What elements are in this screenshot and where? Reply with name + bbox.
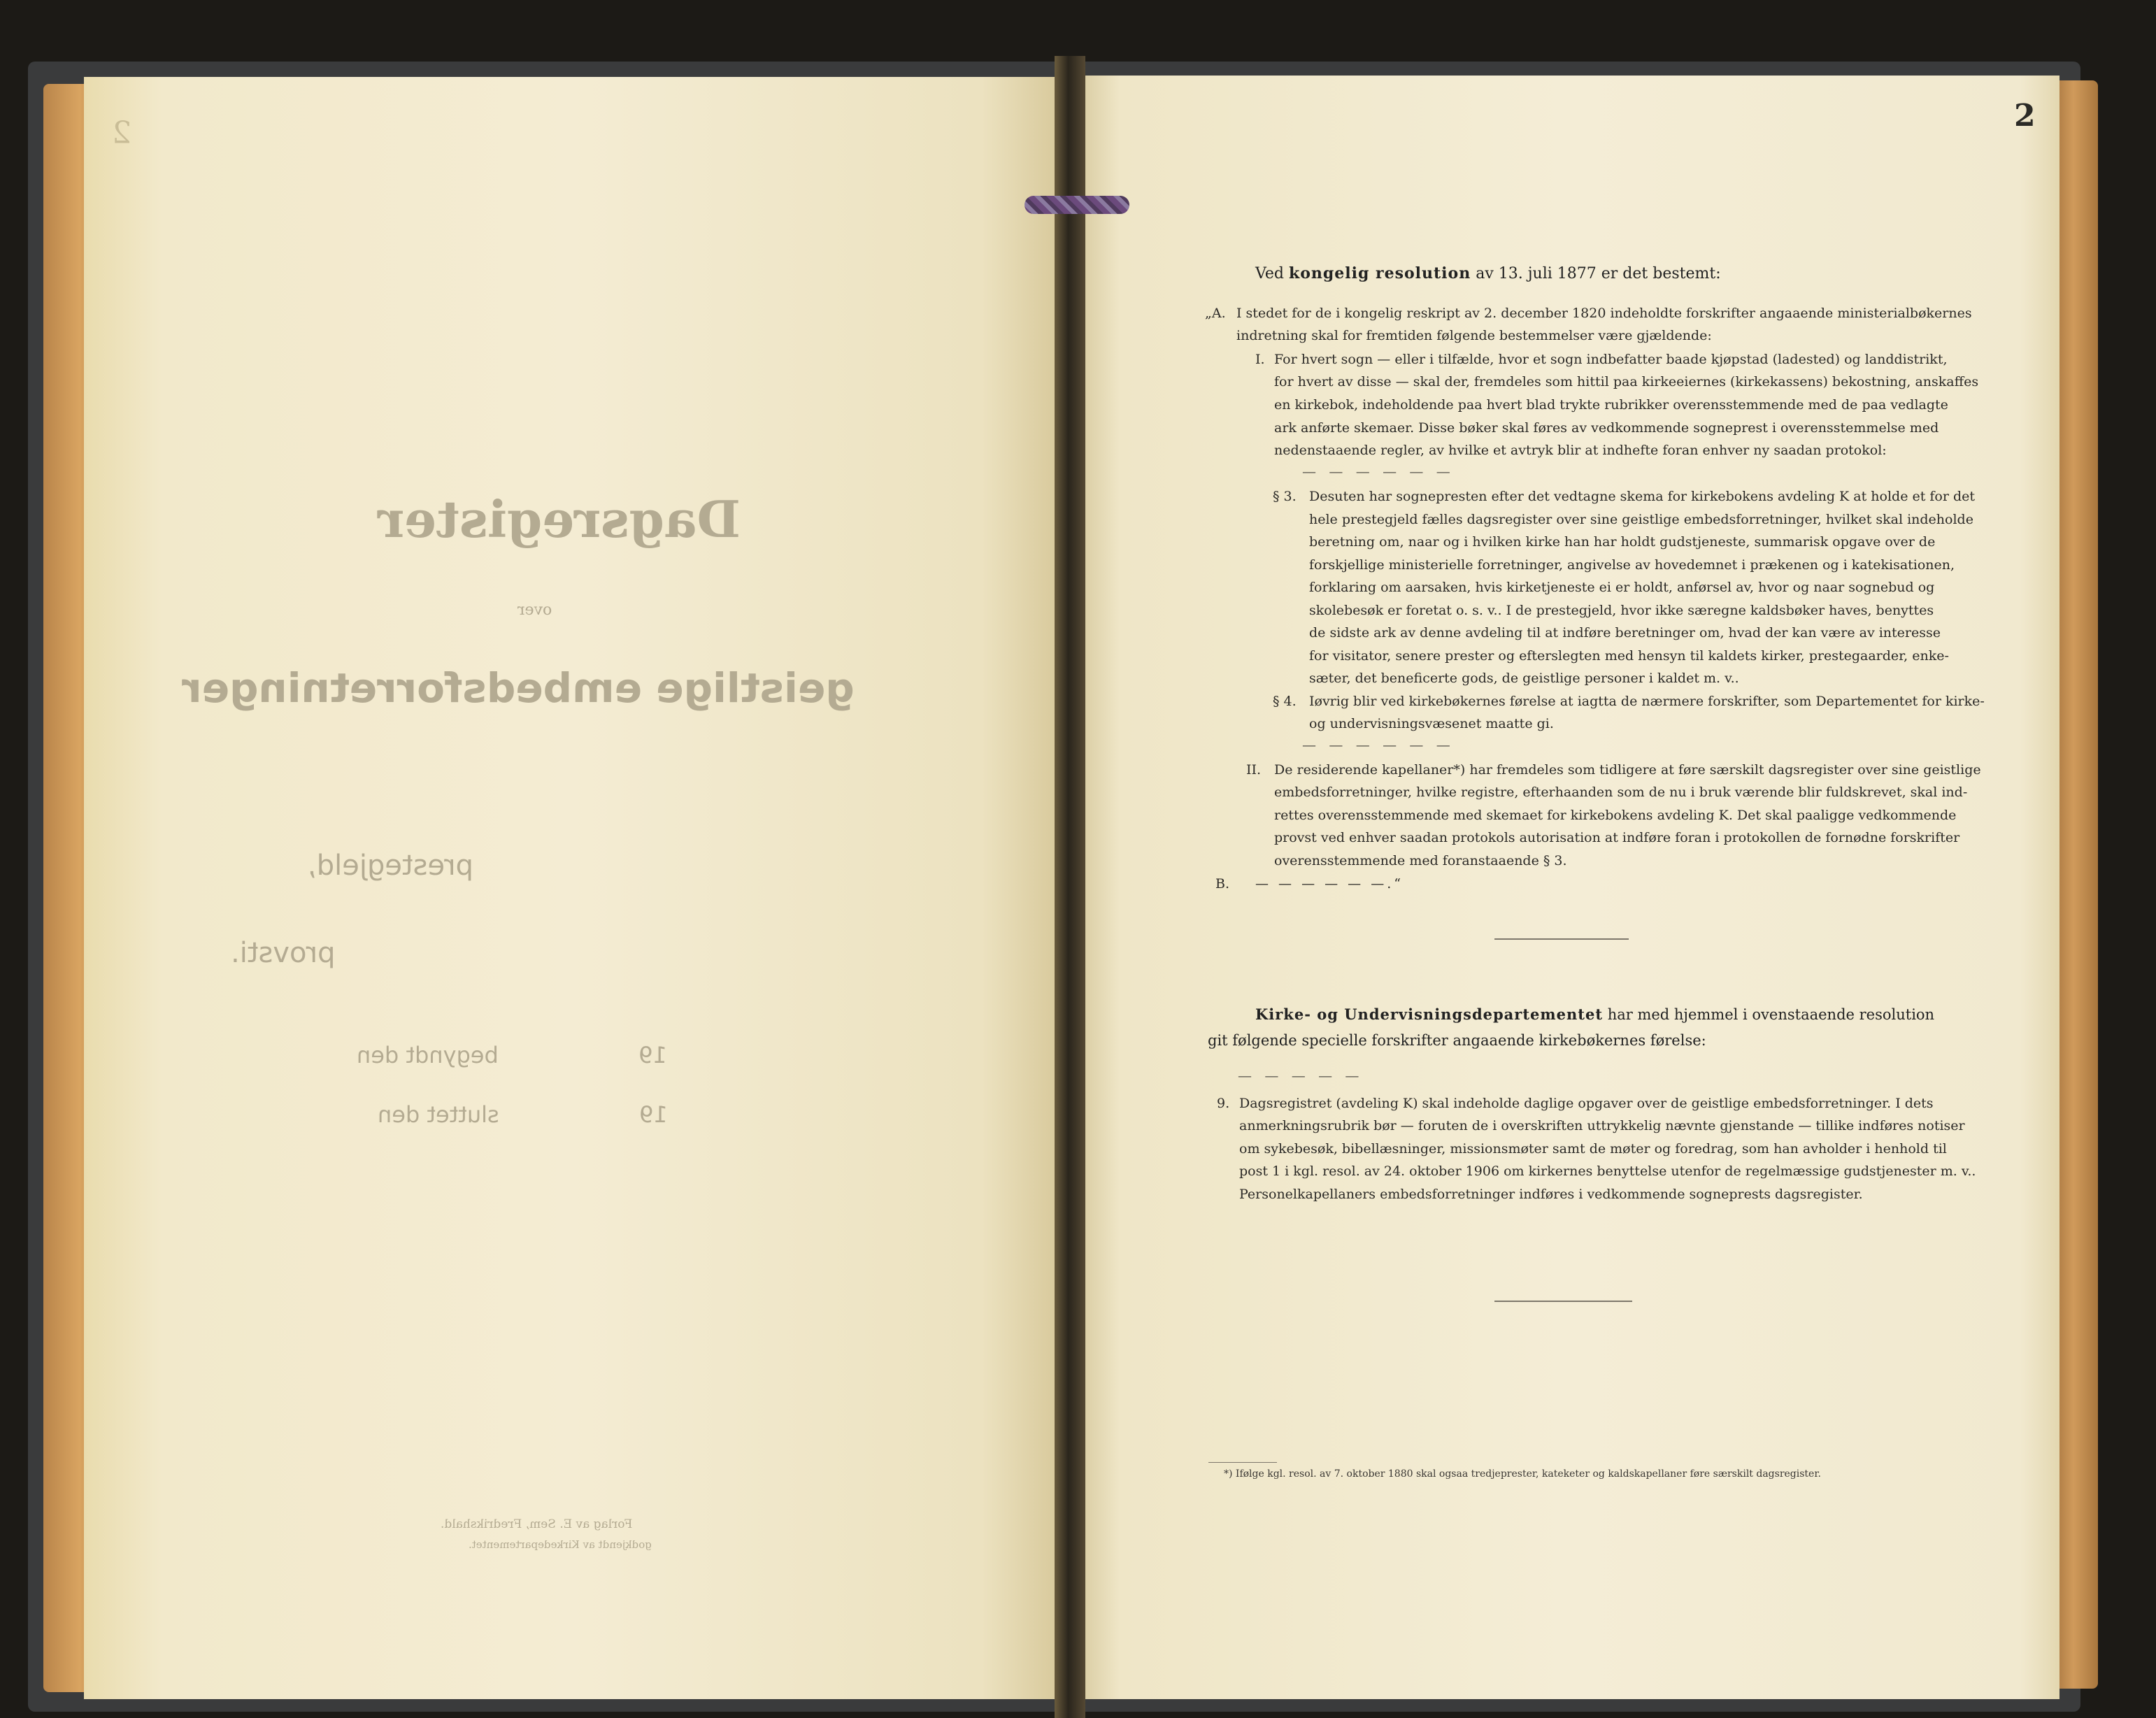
- para-s4-line-2: og undervisningsvæsenet maatte gi.: [1309, 716, 1554, 731]
- left-title: Dagsregister: [378, 489, 741, 549]
- para-s3-line-7: de sidste ark av denne avdeling til at indføre beretninger om, hvad der kan være av interesse: [1309, 625, 1941, 640]
- binding-thread: [1025, 196, 1129, 214]
- left-page-number: 2: [112, 115, 131, 151]
- divider-1: [1494, 938, 1629, 940]
- left-page: [84, 77, 1059, 1699]
- para-a-label: „A.: [1205, 306, 1226, 321]
- para-b-label: B.: [1215, 876, 1230, 892]
- para-s3-line-4: forskjellige ministerielle forretninger, angivelse av hovedemnet i prækenen og i katekisationen,: [1309, 557, 1955, 573]
- left-connector: over: [517, 601, 552, 619]
- para-9-label: 9.: [1217, 1096, 1230, 1111]
- left-begyndt-label: begyndt den: [357, 1042, 499, 1068]
- para-ii-line-4: provst ved enhver saadan protokols autorisation at indføre foran i protokollen de fornødne forskrifter: [1274, 830, 1960, 845]
- para-ii-line-2: embedsforretninger, hvilke registre, efterhaanden som de nu i bruk værende blir fuldskrevet, skal ind-: [1274, 785, 1968, 800]
- para-9-line-1: Dagsregistret (avdeling K) skal indeholde daglige opgaver over de geistlige embedsforretninger. I dets: [1239, 1096, 1934, 1111]
- left-year-prefix-2: 19: [638, 1101, 668, 1128]
- para-s3-line-6: skolebesøk er foretat o. s. v.. I de prestegjeld, hvor ikke særegne kaldsbøker haves, benyttes: [1309, 603, 1934, 618]
- para-i-label: I.: [1255, 352, 1265, 367]
- para-s3-label: § 3.: [1273, 489, 1297, 504]
- left-sluttet-label: sluttet den: [378, 1101, 499, 1128]
- intro-line: [1255, 264, 1721, 282]
- para-a-line-1: I stedet for de i kongelig reskript av 2. december 1820 indeholdte forskrifter angaaende ministerialbøkernes: [1236, 306, 1972, 321]
- dept-line-1: [1255, 1005, 1934, 1023]
- dept-bold: Kirke- og Undervisningsdepartementet: [1255, 1005, 1604, 1023]
- para-i-line-4: ark anførte skemaer. Disse bøker skal føres av vedkommende sogneprest i overensstemmelse med: [1274, 420, 1939, 436]
- para-i-line-1: For hvert sogn — eller i tilfælde, hvor et sogn indbefatter baade kjøpstad (ladested) og landdistrikt,: [1274, 352, 1948, 367]
- para-a-line-2: indretning skal for fremtiden følgende bestemmelser være gjældende:: [1236, 328, 1712, 343]
- intro-bold: kongelig resolution: [1288, 264, 1471, 282]
- para-s3-line-3: beretning om, naar og i hvilken kirke han har holdt gudstjeneste, summarisk opgave over de: [1309, 534, 1936, 550]
- dept-line1-rest: har med hjemmel i ovenstaaende resolution: [1603, 1006, 1935, 1023]
- left-provsti: provsti.: [231, 937, 336, 969]
- book-gutter: [1055, 56, 1085, 1718]
- dashes-3: — — — — —: [1238, 1067, 1364, 1084]
- para-9-line-4: post 1 i kgl. resol. av 24. oktober 1906 om kirkernes benyttelse utenfor de regelmæssige gudstjenester m. v..: [1239, 1164, 1976, 1179]
- dashes-2: — — — — — —: [1302, 736, 1455, 753]
- para-s3-line-2: hele prestegjeld fælles dagsregister over sine geistlige embedsforretninger, hvilket skal indeholde: [1309, 512, 1973, 527]
- para-s3-line-9: sæter, det beneficerte gods, de geistlige personer i kaldet m. v..: [1309, 671, 1739, 686]
- dashes-1: — — — — — —: [1302, 463, 1455, 480]
- left-begyndt: [357, 1042, 667, 1068]
- para-i-line-2: for hvert av disse — skal der, fremdeles som hittil paa kirkeeiernes (kirkekassens) bekostning, anskaffes: [1274, 374, 1979, 389]
- para-ii-line-1: De residerende kapellaner*) har fremdeles som tidligere at føre særskilt dagsregister over sine geistlige: [1274, 762, 1981, 778]
- footnote-rule: [1208, 1462, 1277, 1463]
- dept-line-2: git følgende specielle forskrifter angaaende kirkebøkernes førelse:: [1208, 1032, 1706, 1049]
- intro-prefix: Ved: [1255, 265, 1289, 282]
- para-9-line-5: Personelkapellaners embedsforretninger indføres i vedkommende sogneprests dagsregister.: [1239, 1187, 1863, 1202]
- para-9-line-3: om sykebesøk, bibellæsninger, missionsmøter samt de møter og foredrag, som han avholder i henhold til: [1239, 1141, 1947, 1157]
- para-9-line-2: anmerkningsrubrik bør — foruten de i overskriften uttrykkelig nævnte gjenstande — tillike indføres notiser: [1239, 1118, 1965, 1133]
- para-b-text: — — — — — —.“: [1255, 876, 1404, 892]
- left-year-prefix-1: 19: [638, 1042, 667, 1068]
- para-s4-line-1: Iøvrig blir ved kirkebøkernes førelse at iagtta de nærmere forskrifter, som Departementet for kirke-: [1309, 694, 1985, 709]
- para-s4-label: § 4.: [1273, 694, 1297, 709]
- left-sluttet: [378, 1101, 668, 1128]
- left-publisher-line1: Forlag av E. Sem, Fredrikshald.: [441, 1517, 633, 1531]
- footnote: *) Ifølge kgl. resol. av 7. oktober 1880 skal ogsaa tredjeprester, kateketer og kaldskapellaner føre særskilt dagsregister.: [1224, 1468, 1821, 1480]
- para-i-line-3: en kirkebok, indeholdende paa hvert blad trykte rubrikker overensstemmende med de paa vedlagte: [1274, 397, 1948, 413]
- left-publisher-line2: godkjendt av Kirkedepartementet.: [469, 1538, 652, 1551]
- para-s3-line-1: Desuten har sognepresten efter det vedtagne skema for kirkebokens avdeling K at holde et for det: [1309, 489, 1976, 504]
- para-ii-label: II.: [1246, 762, 1262, 778]
- para-s3-line-8: for visitator, senere prester og efterslegten med hensyn til kaldets kirker, prestegaarder, enke-: [1309, 648, 1949, 664]
- right-page-number: 2: [2014, 98, 2036, 134]
- para-ii-line-3: rettes overensstemmende med skemaet for kirkebokens avdeling K. Det skal paaligge vedkommende: [1274, 808, 1957, 823]
- intro-suffix: av 13. juli 1877 er det bestemt:: [1471, 265, 1721, 282]
- left-prestegjeld: prestegjeld,: [308, 850, 474, 882]
- para-s3-line-5: forklaring om aarsaken, hvis kirketjeneste ei er holdt, anførsel av, hvor og naar sognebud og: [1309, 580, 1935, 595]
- left-subtitle: geistlige embedsforretninger: [182, 664, 855, 712]
- para-i-line-5: nedenstaaende regler, av hvilke et avtryk blir at indhefte foran enhver ny saadan protokol:: [1274, 443, 1887, 458]
- para-ii-line-5: overensstemmende med foranstaaende § 3.: [1274, 853, 1567, 868]
- divider-2: [1494, 1301, 1632, 1302]
